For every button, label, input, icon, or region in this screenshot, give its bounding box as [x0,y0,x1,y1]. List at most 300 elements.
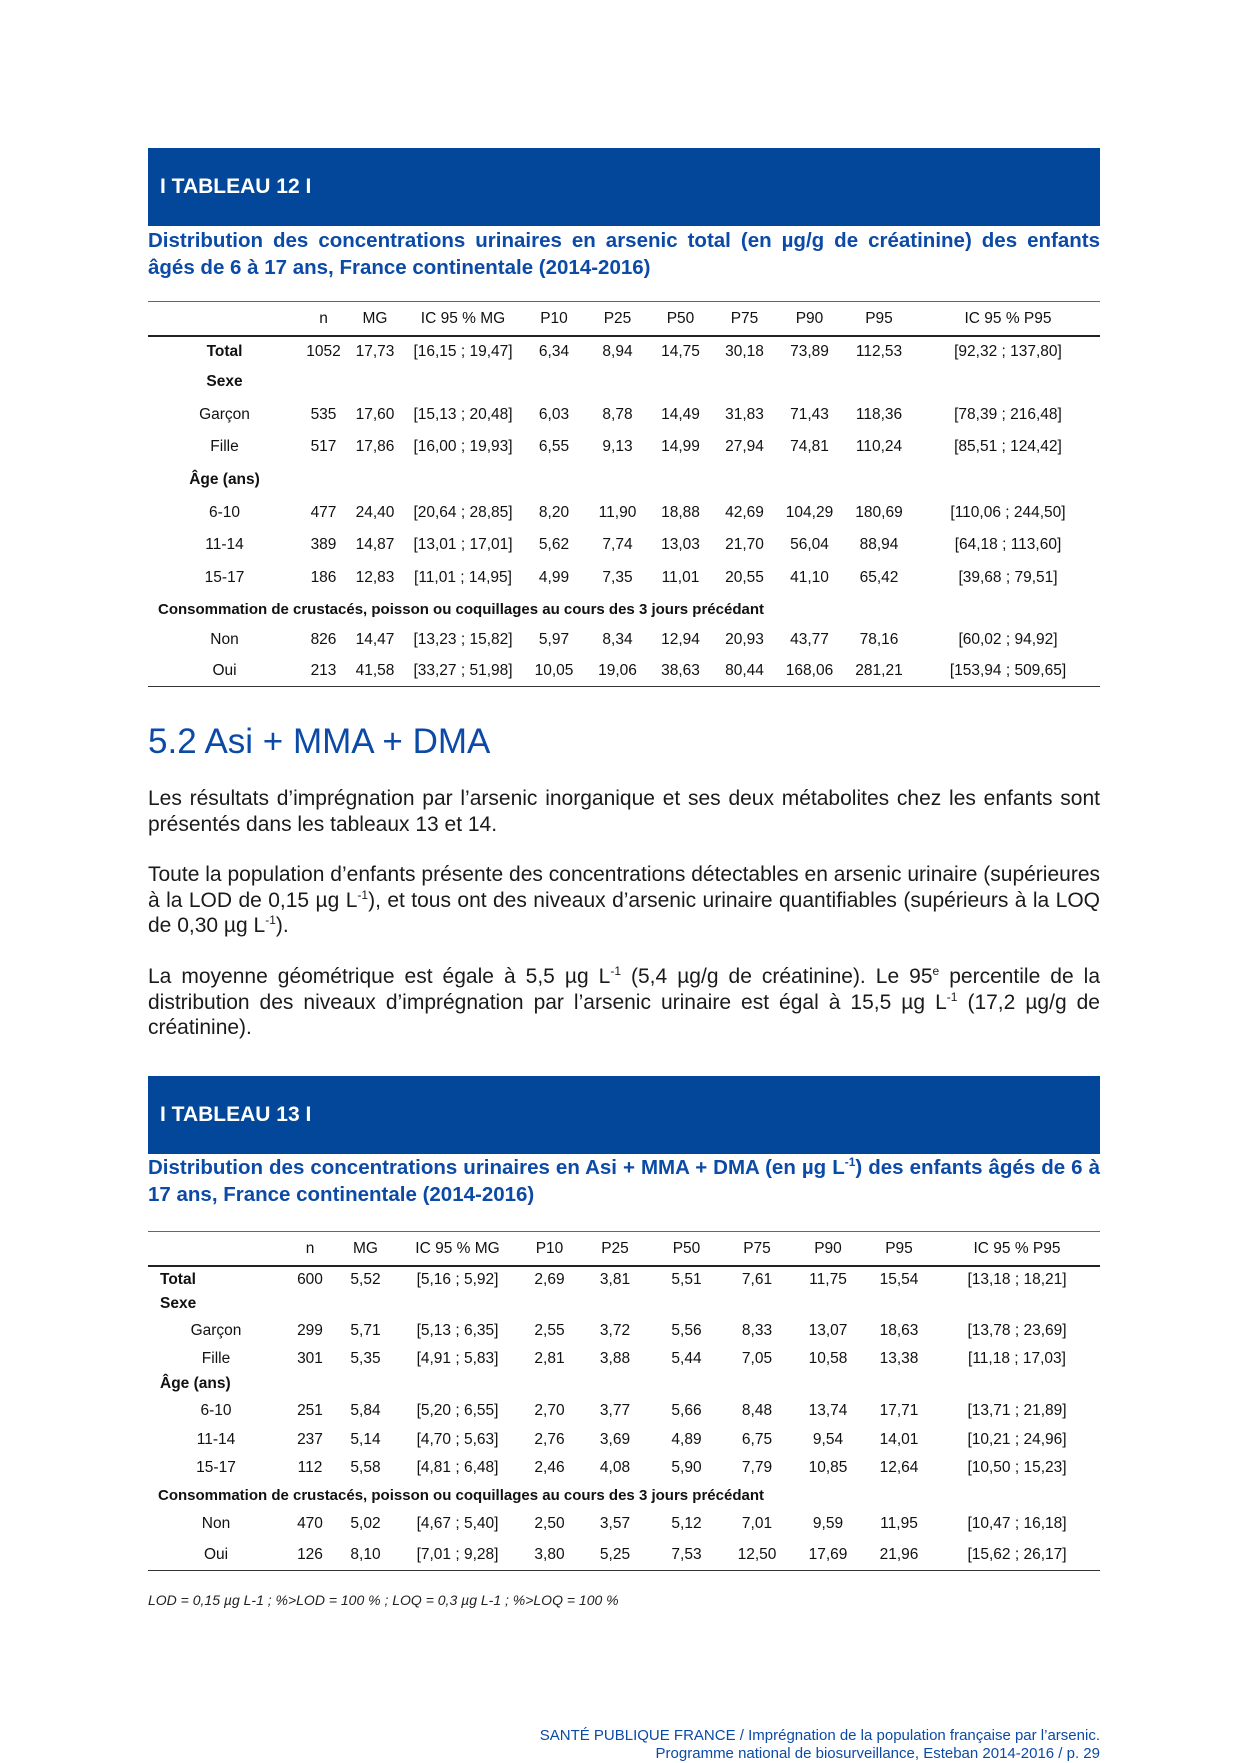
empty-cell [301,463,346,496]
table-row [148,1316,1100,1346]
row-group-label: Sexe [160,1295,197,1312]
table-cell: 41,10 [790,568,829,586]
table-cell: 7,01 [741,1515,773,1532]
row-label: 6-10 [200,1402,232,1419]
table-cell: 19,06 [586,656,649,686]
table-row [148,1346,1100,1372]
empty-cell [712,366,777,398]
empty-cell [395,1372,520,1396]
table-cell: 3,80 [520,1540,579,1570]
table-cell: 21,96 [864,1540,934,1570]
superscript: e [932,964,940,978]
table12-label: I TABLEAU 12 I [160,175,312,198]
table-cell: [4,67 ; 5,40] [416,1515,499,1532]
table-cell: 5,56 [671,1322,702,1339]
superscript: -1 [357,887,369,902]
table-cell: [10,47 ; 16,18] [967,1515,1067,1532]
table-cell: 281,21 [842,656,916,686]
table-row [148,366,1100,398]
table-cell: 18,63 [879,1322,919,1339]
column-header: P50 [649,302,712,337]
table-cell: 7,61 [741,1270,773,1288]
paragraph-3-text-d: (17,2 µg/g de créatinine). [148,990,1100,1039]
empty-cell [284,1372,336,1396]
table-cell: 3,57 [599,1515,631,1532]
column-header: P75 [712,302,777,337]
table-cell: 80,44 [712,656,777,686]
table-cell: [15,13 ; 20,48] [413,405,513,423]
table-cell: 14,01 [879,1431,919,1448]
table-cell: [85,51 ; 124,42] [954,438,1062,455]
table-cell: 65,42 [859,568,899,586]
table-cell: [20,64 ; 28,85] [413,503,513,521]
column-header: n [301,302,346,337]
table-cell: 7,79 [741,1459,773,1476]
table-cell: [110,06 ; 244,50] [950,503,1066,521]
table-row [148,561,1100,594]
table-cell: 31,83 [725,405,764,423]
table-cell: 42,69 [725,503,764,521]
row-label: Non [210,631,239,648]
table-cell: 12,83 [355,568,395,586]
table13-label: I TABLEAU 13 I [160,1103,312,1126]
page-footer [400,1727,1100,1763]
empty-cell [586,366,649,398]
table-row [148,1426,1100,1454]
empty-cell [579,1372,651,1396]
row-label: Total [160,1270,196,1288]
table-cell: 17,86 [355,438,395,455]
table-cell: 5,12 [671,1515,702,1532]
empty-cell [336,1372,395,1396]
empty-cell [522,463,586,496]
table-cell: 15,54 [879,1270,919,1288]
table-row [148,336,1100,366]
paragraph-1: Les résultats d’imprégnation par l’arsenic inorganique et ses deux métabolites chez les enfants sont présentés dans les tableaux 13 et 14. [148,787,1100,836]
table-cell: 14,87 [355,536,395,553]
empty-cell [722,1292,792,1316]
table-cell: 517 [310,438,337,455]
table-cell: 477 [310,503,337,521]
table-cell: 11,90 [598,503,637,521]
table-cell: 5,66 [671,1402,702,1419]
empty-cell [934,1372,1100,1396]
table-cell: 14,49 [661,405,700,423]
empty-cell [346,366,404,398]
empty-cell [586,463,649,496]
superscript: -1 [946,989,958,1004]
table-cell: 299 [297,1322,323,1339]
empty-cell [520,1292,579,1316]
row-label: 6-10 [208,503,241,521]
table-cell: 6,75 [741,1431,773,1448]
table-cell: [5,20 ; 6,55] [416,1402,499,1419]
table-cell: 301 [297,1350,323,1367]
table-row [148,431,1100,463]
table-cell: 21,70 [725,536,764,553]
empty-cell [777,366,842,398]
empty-cell [842,366,916,398]
empty-cell [934,1292,1100,1316]
empty-cell [916,463,1100,496]
table-cell: 10,05 [522,656,586,686]
table-cell: 74,81 [790,438,829,455]
column-header: MG [336,1232,395,1267]
table-row [148,463,1100,496]
table-cell: [11,18 ; 17,03] [968,1350,1066,1367]
row-label: Fille [210,438,239,455]
empty-cell [579,1292,651,1316]
empty-cell [864,1372,934,1396]
paragraph-2-text-a: Toute la population d’enfants présente des concentrations détectables en arsenic urinaire (supérieures à la LOD de 0,15 µg L [148,863,1100,912]
table-cell: 5,35 [350,1350,381,1367]
table-cell: 237 [297,1431,323,1448]
empty-cell [649,463,712,496]
table-cell: 71,43 [790,405,829,423]
column-header: IC 95 % P95 [934,1232,1100,1267]
table-cell: [13,18 ; 18,21] [967,1270,1067,1288]
table-cell: 73,89 [790,342,829,360]
row-label: 15-17 [204,568,245,586]
row-label: Non [201,1515,231,1532]
table-cell: 180,69 [855,503,903,521]
table-row [148,624,1100,656]
table-cell: [4,81 ; 6,48] [416,1459,499,1476]
row-group-label: Sexe [206,373,243,390]
table-cell: [13,71 ; 21,89] [967,1402,1067,1419]
table-cell: 18,88 [661,503,700,521]
row-label: Total [206,342,243,360]
table-cell: 8,10 [336,1540,395,1570]
table-cell: [11,01 ; 14,95] [414,568,512,586]
table-cell: 30,18 [725,342,764,360]
table12-header [148,302,1100,337]
table-cell: 5,25 [579,1540,651,1570]
table-cell: 8,33 [741,1322,773,1339]
table-cell: 5,14 [350,1431,381,1448]
table-cell: 8,34 [602,631,633,648]
table-cell: [33,27 ; 51,98] [404,656,522,686]
table-cell: 2,55 [534,1322,565,1339]
table-cell: 56,04 [790,536,829,553]
table-cell: 535 [310,405,337,423]
table-row [148,1508,1100,1540]
column-header: P10 [522,302,586,337]
table-cell: 41,58 [346,656,404,686]
column-header: IC 95 % MG [404,302,522,337]
table-cell: 389 [310,536,337,553]
table-cell: 3,72 [599,1322,631,1339]
empty-cell [722,1372,792,1396]
table-cell: 6,03 [538,405,570,423]
empty-cell [336,1292,395,1316]
table12-caption: Distribution des concentrations urinaires en arsenic total (en µg/g de créatinine) des enfants âgés de 6 à 17 ans, France continentale (2014-2016) [148,229,1100,279]
table-row [148,594,1100,624]
table-cell: 13,03 [661,536,700,553]
table-cell: 24,40 [355,503,395,521]
table-cell: 2,69 [534,1270,565,1288]
table-cell: 27,94 [725,438,764,455]
table-cell: 110,24 [855,438,903,455]
table13-body [148,1266,1100,1570]
table-cell: 251 [297,1402,323,1419]
table-cell: 10,58 [808,1350,848,1367]
table-cell: 7,74 [602,536,633,553]
table-cell: [78,39 ; 216,48] [954,405,1062,423]
table-cell: 6,34 [538,342,570,360]
column-header: IC 95 % P95 [916,302,1100,337]
column-header: n [284,1232,336,1267]
column-header [148,302,301,337]
paragraph-2-text-c: ). [275,914,289,937]
table-cell: [60,02 ; 94,92] [958,631,1058,648]
column-header: MG [346,302,404,337]
empty-cell [395,1292,520,1316]
paragraph-2 [148,862,1100,939]
table-cell: 4,89 [671,1431,702,1448]
column-header: P75 [722,1232,792,1267]
table-cell: 14,47 [355,631,395,648]
row-label: Oui [148,1540,284,1570]
table13 [148,1231,1100,1571]
table-row [148,1540,1100,1570]
table-cell: 11,01 [661,568,700,586]
table-cell: 5,51 [671,1270,702,1288]
row-group-label: Consommation de crustacés, poisson ou coquillages au cours des 3 jours précédant [158,1486,764,1504]
table-row [148,1482,1100,1508]
table-cell: 3,81 [599,1270,631,1288]
table-cell: 3,88 [599,1350,631,1367]
table-cell: 17,69 [792,1540,864,1570]
table-cell: 1052 [306,342,341,360]
empty-cell [284,1292,336,1316]
row-label: 11-14 [205,536,244,553]
table-cell: 38,63 [649,656,712,686]
table-cell: 118,36 [855,405,903,423]
table-cell: 126 [284,1540,336,1570]
table-cell: 5,44 [671,1350,702,1367]
table-cell: 3,69 [599,1431,631,1448]
table-cell: [39,68 ; 79,51] [958,568,1058,586]
table-cell: 12,94 [661,631,700,648]
empty-cell [792,1372,864,1396]
table-row [148,398,1100,431]
table-cell: 600 [297,1270,323,1288]
superscript: -1 [265,913,276,927]
table-cell: [15,62 ; 26,17] [934,1540,1100,1570]
column-header: P25 [586,302,649,337]
empty-cell [777,463,842,496]
table-cell: 43,77 [790,631,829,648]
row-label: 15-17 [196,1459,236,1476]
empty-cell [346,463,404,496]
empty-cell [651,1292,722,1316]
table-cell: 9,13 [602,438,633,455]
table-cell: [13,23 ; 15,82] [413,631,513,648]
table-cell: 8,20 [538,503,570,521]
table12-banner [148,148,1100,226]
column-header: P50 [651,1232,722,1267]
table-cell: 8,48 [741,1402,773,1419]
paragraph-3-text-a: La moyenne géométrique est égale à 5,5 µg L [148,965,611,988]
table-cell: 9,54 [812,1431,844,1448]
row-group-label: Consommation de crustacés, poisson ou coquillages au cours des 3 jours précédant [158,600,764,618]
table-cell: 470 [297,1515,323,1532]
row-group-label: Âge (ans) [189,470,260,488]
table-cell: 5,97 [538,631,570,648]
empty-cell [522,366,586,398]
footer-line-2: Programme national de biosurveillance, Esteban 2014-2016 / p. 29 [655,1745,1100,1762]
table-cell: [10,21 ; 24,96] [967,1431,1067,1448]
table-cell: 213 [301,656,346,686]
table13-note: LOD = 0,15 µg L-1 ; %>LOD = 100 % ; LOQ = 0,3 µg L-1 ; %>LOQ = 100 % [148,1592,619,1608]
table-cell: 5,84 [350,1402,381,1419]
table-cell: 12,64 [879,1459,919,1476]
table-row [148,656,1100,686]
table-cell: [92,32 ; 137,80] [954,342,1062,360]
table-row [148,1292,1100,1316]
table-cell: 17,60 [355,405,395,423]
table-cell: 112 [297,1459,323,1476]
table-row [148,496,1100,529]
column-header: P95 [864,1232,934,1267]
row-label: Garçon [190,1322,242,1339]
paragraph-3-text-c: percentile de la distribution des niveaux d’imprégnation par l’arsenic urinaire est égal à 15,5 µg L [148,965,1100,1014]
table-cell: 4,99 [538,568,570,586]
table-row [148,1396,1100,1426]
table-cell: [7,01 ; 9,28] [395,1540,520,1570]
row-label: 11-14 [196,1431,236,1448]
table-row [148,1454,1100,1482]
empty-cell [404,463,522,496]
table13-banner [148,1076,1100,1154]
table-cell: [13,01 ; 17,01] [413,536,513,553]
table-cell: 2,46 [534,1459,565,1476]
row-label: Oui [148,656,301,686]
row-label: Fille [201,1350,231,1367]
table-cell: [4,91 ; 5,83] [416,1350,499,1367]
table-cell: 2,76 [534,1431,565,1448]
table-cell: 14,75 [661,342,700,360]
table-cell: 2,50 [534,1515,565,1532]
table-cell: 20,55 [725,568,764,586]
table-cell: 14,99 [661,438,700,455]
table12 [148,301,1100,687]
table-cell: 8,94 [602,342,633,360]
superscript: -1 [844,1155,856,1170]
table-cell: 11,95 [880,1515,918,1532]
table13-caption-b: ) des enfants âgés de 6 à 17 ans, France continentale (2014-2016) [148,1156,1100,1206]
column-header: IC 95 % MG [395,1232,520,1267]
empty-cell [301,366,346,398]
table-row [148,1266,1100,1292]
empty-cell [649,366,712,398]
table-cell: 6,55 [538,438,570,455]
table-cell: [16,00 ; 19,93] [413,438,513,455]
superscript: -1 [610,964,621,978]
column-header: P10 [520,1232,579,1267]
table-cell: 17,73 [355,342,395,360]
table-cell: 168,06 [777,656,842,686]
table-cell: 5,71 [350,1322,381,1339]
table-cell: 5,02 [350,1515,381,1532]
table-cell: 13,38 [879,1350,919,1367]
table-cell: 11,75 [809,1270,847,1288]
empty-cell [712,463,777,496]
table13-caption-a: Distribution des concentrations urinaires en Asi + MMA + DMA (en µg L [148,1156,845,1179]
empty-cell [792,1292,864,1316]
column-header [148,1232,284,1267]
table-cell: [16,15 ; 19,47] [413,342,513,360]
table-cell: 8,78 [602,405,633,423]
table-cell: 78,16 [859,631,899,648]
table13-caption [148,1154,1100,1208]
table-cell: [5,16 ; 5,92] [416,1270,499,1288]
table-cell: [13,78 ; 23,69] [967,1322,1067,1339]
table-cell: 7,05 [741,1350,773,1367]
paragraph-2-text-b: ), et tous ont des niveaux d’arsenic urinaire quantifiables (supérieurs à la LOQ de 0,30 µg L [148,888,1101,937]
column-header: P25 [579,1232,651,1267]
table-cell: 9,59 [812,1515,844,1532]
table-cell: 13,74 [808,1402,848,1419]
table-cell: 5,90 [671,1459,702,1476]
table-cell: 17,71 [879,1402,919,1419]
table-cell: 20,93 [725,631,764,648]
table-cell: 13,07 [808,1322,848,1339]
empty-cell [916,366,1100,398]
column-header: P90 [792,1232,864,1267]
table-row [148,529,1100,561]
table-cell: 88,94 [859,536,899,553]
table-cell: 3,77 [599,1402,631,1419]
table-cell: 5,62 [538,536,570,553]
column-header: P90 [777,302,842,337]
table-cell: 7,35 [602,568,633,586]
paragraph-3-text-b: (5,4 µg/g de créatinine). Le 95 [621,965,933,988]
table-cell: [5,13 ; 6,35] [416,1322,499,1339]
table-cell: 12,50 [722,1540,792,1570]
table-row [148,1372,1100,1396]
table-cell: 7,53 [651,1540,722,1570]
table-cell: 826 [310,631,337,648]
table-cell: 2,81 [534,1350,565,1367]
column-header: P95 [842,302,916,337]
table-cell: 2,70 [534,1402,565,1419]
empty-cell [404,366,522,398]
empty-cell [864,1292,934,1316]
table-cell: 5,52 [350,1270,381,1288]
table-cell: [10,50 ; 15,23] [967,1459,1067,1476]
empty-cell [842,463,916,496]
table-cell: [153,94 ; 509,65] [916,656,1100,686]
footer-line-1: SANTÉ PUBLIQUE FRANCE / Imprégnation de la population française par l’arsenic. [539,1727,1100,1744]
empty-cell [651,1372,722,1396]
table12-body [148,336,1100,686]
table13-header [148,1232,1100,1267]
table-cell: 4,08 [599,1459,631,1476]
table-cell: 10,85 [808,1459,848,1476]
row-label: Garçon [199,405,250,423]
table-cell: 104,29 [785,503,834,521]
row-group-label: Âge (ans) [160,1375,231,1392]
table-cell: 112,53 [855,342,903,360]
table-cell: 5,58 [350,1459,381,1476]
table-cell: [4,70 ; 5,63] [416,1431,499,1448]
paragraph-3 [148,964,1100,1041]
section-title: 5.2 Asi + MMA + DMA [148,722,491,761]
empty-cell [520,1372,579,1396]
table-cell: 186 [310,568,337,586]
